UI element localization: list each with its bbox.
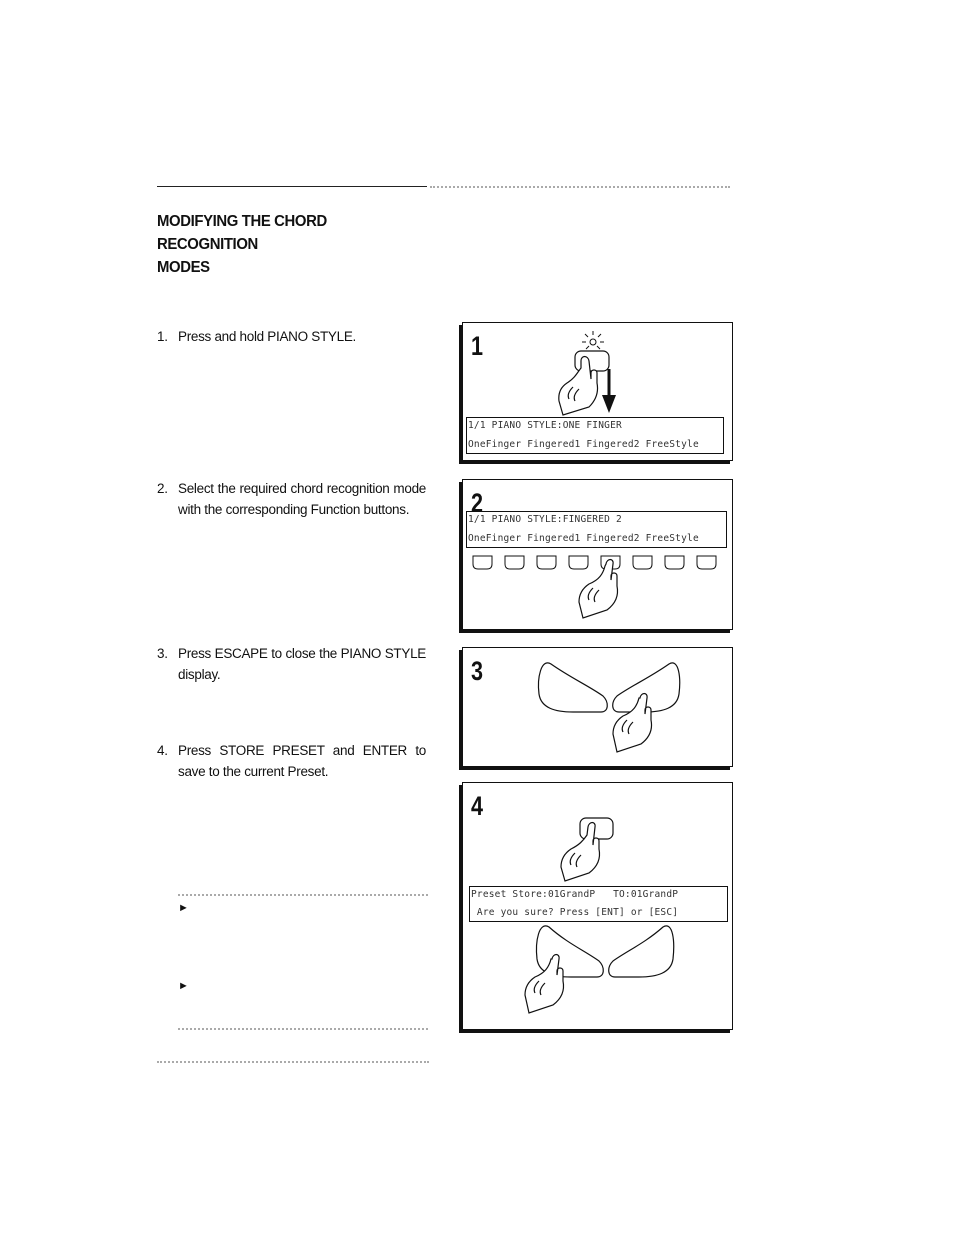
step-number: 4. (157, 743, 168, 758)
function-button-4 (569, 556, 588, 569)
illustration-panel-3 (462, 647, 733, 767)
header-rule (157, 186, 427, 187)
panel-4-artwork-bottom (463, 783, 732, 1029)
panel-number: 4 (471, 791, 484, 821)
function-button-3 (537, 556, 556, 569)
lcd-line-2: OneFinger Fingered1 Fingered2 FreeStyle (468, 533, 699, 544)
step-2 (157, 478, 427, 520)
lcd-display (466, 417, 724, 454)
section-title-line1: MODIFYING THE CHORD RECOGNITION (157, 213, 327, 253)
panel-3-artwork (463, 648, 732, 766)
step-number: 3. (157, 646, 168, 661)
panel-2-artwork (463, 480, 732, 629)
lcd-line-1: 1/1 PIANO STYLE:ONE FINGER (468, 420, 622, 431)
note-arrow-icon: ► (178, 980, 189, 992)
notes-bottom-dotted-rule (178, 1028, 428, 1030)
panel-number: 1 (471, 331, 484, 361)
down-arrow-icon (602, 395, 616, 413)
step-number: 2. (157, 481, 168, 496)
step-text: Press STORE PRESET and ENTER to save to the current Preset. (178, 743, 426, 779)
step-text: Press ESCAPE to close the PIANO STYLE display. (178, 646, 426, 682)
function-button-7 (665, 556, 684, 569)
step-number: 1. (157, 329, 168, 344)
notes-top-dotted-rule (178, 894, 428, 896)
function-button-2 (505, 556, 524, 569)
lcd-line-2: Are you sure? Press [ENT] or [ESC] (471, 907, 679, 918)
function-button-8 (697, 556, 716, 569)
note-arrow-icon: ► (178, 902, 189, 914)
step-3 (157, 643, 427, 685)
function-button-6 (633, 556, 652, 569)
step-4 (157, 740, 427, 782)
lcd-line-1: 1/1 PIANO STYLE:FINGERED 2 (468, 514, 622, 525)
lcd-line-2: OneFinger Fingered1 Fingered2 FreeStyle (468, 439, 699, 450)
illustration-panel-4 (462, 782, 733, 1030)
piano-style-button (575, 351, 609, 371)
escape-button (539, 663, 608, 712)
section-title (157, 210, 427, 279)
illustration-panel-1 (462, 322, 733, 461)
step-text: Select the required chord recognition mode with the corresponding Function buttons. (178, 481, 426, 517)
illustration-panel-2 (462, 479, 733, 630)
panel-number: 2 (471, 488, 484, 518)
led-light-icon (582, 331, 604, 349)
footer-dotted-rule (157, 1061, 429, 1063)
header-dotted-rule (430, 186, 730, 188)
step-text: Press and hold PIANO STYLE. (178, 329, 356, 344)
enter-button (609, 926, 674, 977)
step-1 (157, 326, 427, 347)
function-button-1 (473, 556, 492, 569)
panel-number: 3 (471, 656, 484, 686)
lcd-line-1: Preset Store:01GrandP TO:01GrandP (471, 889, 679, 900)
section-title-line2: MODES (157, 259, 210, 276)
